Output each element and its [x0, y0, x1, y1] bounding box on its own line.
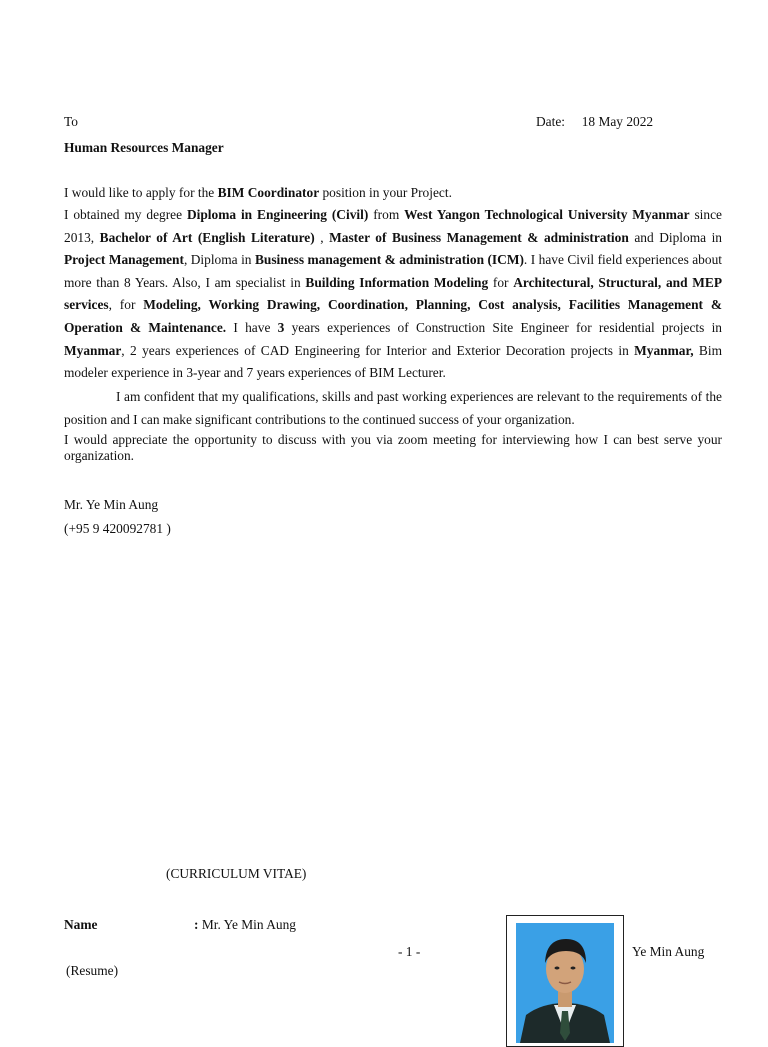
- text-segment: . I have Civil field experiences about more than 8 Years. Also, I am specialist in: [64, 252, 722, 290]
- paragraph-qualifications: [64, 204, 722, 385]
- text-segment: , Diploma in: [183, 252, 255, 268]
- text-segment: years experiences of Construction Site Engineer for residential projects in: [284, 319, 722, 335]
- header-name: Ye Min Aung: [632, 944, 705, 959]
- cv-heading: (CURRICULUM VITAE): [166, 866, 307, 881]
- text-segment: from: [368, 207, 405, 222]
- date-value: 18 May 2022: [581, 114, 654, 129]
- resume-label: (Resume): [66, 963, 119, 978]
- bold-text-segment: BIM Coordinator: [217, 185, 320, 200]
- cv-name-label: Name: [64, 917, 98, 932]
- text-segment: , 2 years experiences of CAD Engineering for Interior and Exterior Decoration projects in: [121, 342, 635, 358]
- bold-text-segment: Architectural, Structural, and MEP services: [64, 274, 723, 313]
- text-segment: position in your Project.: [319, 185, 452, 200]
- profile-photo-frame: [506, 915, 624, 1047]
- bold-text-segment: West Yangon Technological University Myanmar: [404, 207, 690, 222]
- paragraph-confidence: I am confident that my qualifications, skills and past working experiences are relevant to the requirements of the position and I can make significant contributions to the continued success of your organization.: [64, 389, 722, 427]
- signature-phone: (+95 9 420092781 ): [64, 521, 171, 536]
- profile-photo: [516, 923, 614, 1043]
- bold-text-segment: Business management & administration (ICM): [254, 252, 524, 268]
- text-segment: since 2013,: [64, 207, 722, 245]
- paragraph-closing: I would appreciate the opportunity to discuss with you via zoom meeting for interviewing how I can best serve your organization.: [64, 432, 722, 463]
- text-segment: , for: [108, 297, 144, 313]
- bold-text-segment: Modeling, Working Drawing, Coordination, Planning, Cost analysis, Facilities Management & Operation & Maintenance.: [64, 297, 722, 335]
- bold-text-segment: Master of Business Management & administration: [329, 229, 629, 245]
- bold-text-segment: Diploma in Engineering (Civil): [186, 207, 369, 222]
- recipient-title: Human Resources Manager: [64, 140, 224, 155]
- bold-text-segment: Myanmar,: [634, 342, 694, 358]
- date-label: Date:: [536, 114, 565, 129]
- text-segment: and Diploma in: [628, 229, 723, 245]
- cv-name-text: Mr. Ye Min Aung: [201, 917, 296, 932]
- page-number: - 1 -: [398, 944, 421, 959]
- text-segment: for: [488, 274, 514, 290]
- bold-text-segment: Bachelor of Art (English Literature): [99, 229, 315, 245]
- date-line: [536, 114, 653, 130]
- text-segment: I would like to apply for the: [64, 185, 218, 200]
- bold-text-segment: Myanmar: [64, 342, 122, 358]
- bold-text-segment: Project Management: [64, 252, 184, 268]
- person-portrait-icon: [516, 923, 614, 1043]
- signature-name: Mr. Ye Min Aung: [64, 497, 159, 512]
- bold-text-segment: Building Information Modeling: [305, 274, 489, 290]
- to-label: To: [64, 114, 78, 129]
- text-segment: Bim modeler experience in 3-year and 7 years experiences of BIM Lecturer.: [64, 342, 722, 381]
- text-segment: I obtained my degree: [64, 207, 187, 222]
- bold-text-segment: 3: [277, 319, 285, 335]
- text-segment: I have: [226, 319, 278, 335]
- text-segment: ,: [314, 229, 330, 245]
- paragraph-intro: [64, 182, 722, 205]
- cv-name-value: : Mr. Ye Min Aung: [194, 917, 296, 932]
